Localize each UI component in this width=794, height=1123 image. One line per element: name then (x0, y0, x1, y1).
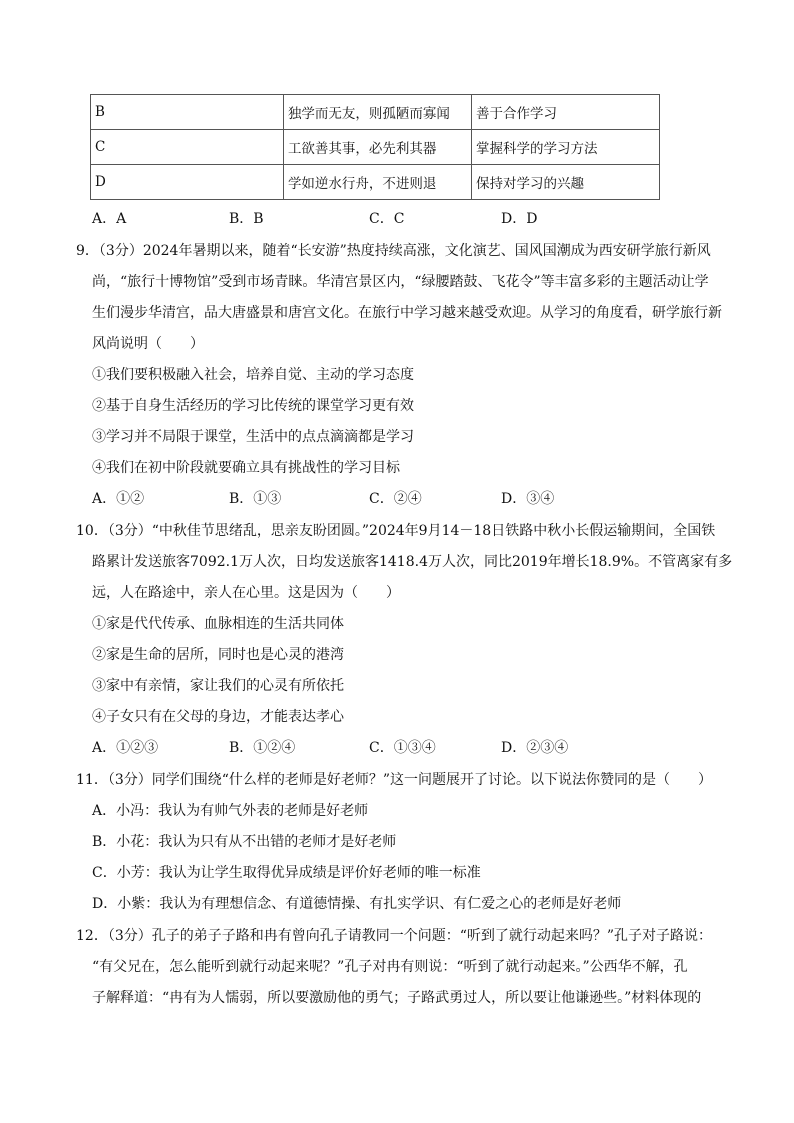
option-a[interactable]: A．A (92, 211, 127, 227)
q9-stem-line: 尚，“旅行十博物馆”受到市场青睐。华清宫景区内，“绿腰踏鼓、飞花令”等丰富多彩的主题活动让学 (92, 274, 709, 290)
table-cell-meaning: 掌握科学的学习方法 (472, 130, 660, 165)
table-row (91, 130, 660, 165)
option-a[interactable]: A．①②③ (92, 740, 159, 756)
option-c[interactable]: C．②④ (369, 491, 422, 507)
table-row (91, 95, 660, 130)
q12-stem-line: 12．（3分）孔子的弟子子路和冉有曾向孔子请教同一个问题：“听到了就行动起来吗？”孔子对子路说： (76, 928, 713, 944)
option-b[interactable]: B．小花：我认为只有从不出错的老师才是好老师 (92, 834, 397, 850)
q10-item: ①家是代代传承、血脉相连的生活共同体 (92, 616, 344, 632)
option-d[interactable]: D．②③④ (501, 740, 569, 756)
q9-item: ①我们要积极融入社会，培养自觉、主动的学习态度 (92, 367, 414, 383)
option-c[interactable]: C．小芳：我认为让学生取得优异成绩是评价好老师的唯一标准 (92, 865, 481, 881)
option-b[interactable]: B．B (229, 211, 264, 227)
q9-item: ②基于自身生活经历的学习比传统的课堂学习更有效 (92, 398, 414, 414)
q9-stem-line: 9．（3分）2024年暑期以来，随着“长安游”热度持续高涨，文化演艺、国风国潮成为西安研学旅行新风 (76, 243, 711, 259)
table-cell-quote: 独学而无友，则孤陋而寡闻 (283, 95, 471, 130)
option-a[interactable]: A．小冯：我认为有帅气外表的老师是好老师 (92, 803, 369, 819)
q12-stem-line: “有父兄在，怎么能听到就行动起来呢？”孔子对冉有则说：“听到了就行动起来。”公西华不解，孔 (92, 959, 688, 975)
q10-item: ③家中有亲情，家让我们的心灵有所依托 (92, 678, 344, 694)
q10-item: ④子女只有在父母的身边，才能表达孝心 (92, 709, 344, 725)
q9-stem-line: 风尚说明（ ） (92, 336, 204, 352)
table-cell-letter: C (91, 130, 284, 165)
option-a[interactable]: A．①② (92, 491, 145, 507)
q10-stem-line: 路累计发送旅客7092.1万人次，日均发送旅客1418.4万人次，同比2019年增长18.9%。不管离家有多 (92, 554, 733, 570)
q10-item: ②家是生命的居所，同时也是心灵的港湾 (92, 647, 344, 663)
q9-item: ③学习并不局限于课堂，生活中的点点滴滴都是学习 (92, 429, 414, 445)
q9-item: ④我们在初中阶段就要确立具有挑战性的学习目标 (92, 460, 400, 476)
q11-stem-line: 11．（3分）同学们围绕“什么样的老师是好老师？”这一问题展开了讨论。以下说法你赞同的是（ ） (76, 772, 713, 788)
option-c[interactable]: C．C (369, 211, 405, 227)
option-table (90, 94, 660, 200)
table-cell-meaning: 善于合作学习 (472, 95, 660, 130)
table-cell-letter: B (91, 95, 284, 130)
table-row (91, 165, 660, 200)
option-d[interactable]: D．D (501, 211, 538, 227)
option-b[interactable]: B．①②④ (229, 740, 296, 756)
q12-stem-line: 子解释道：“冉有为人懦弱，所以要激励他的勇气；子路武勇过人，所以要让他谦逊些。”材料体现的 (92, 990, 702, 1006)
option-b[interactable]: B．①③ (229, 491, 282, 507)
table-cell-quote: 学如逆水行舟，不进则退 (283, 165, 471, 200)
table-cell-letter: D (91, 165, 284, 200)
q9-stem-line: 生们漫步华清宫，品大唐盛景和唐宫文化。在旅行中学习越来越受欢迎。从学习的角度看，研学旅行新 (92, 305, 722, 321)
q10-stem-line: 远，人在路途中，亲人在心里。这是因为（ ） (92, 585, 400, 601)
table-cell-quote: 工欲善其事，必先利其器 (283, 130, 471, 165)
table-cell-meaning: 保持对学习的兴趣 (472, 165, 660, 200)
q10-stem-line: 10．（3分）“中秋佳节思绪乱，思亲友盼团圆。”2024年9月14－18日铁路中秋小长假运输期间，全国铁 (76, 523, 716, 539)
option-d[interactable]: D．③④ (501, 491, 555, 507)
option-d[interactable]: D．小紫：我认为有理想信念、有道德情操、有扎实学识、有仁爱之心的老师是好老师 (92, 896, 622, 912)
option-c[interactable]: C．①③④ (369, 740, 436, 756)
